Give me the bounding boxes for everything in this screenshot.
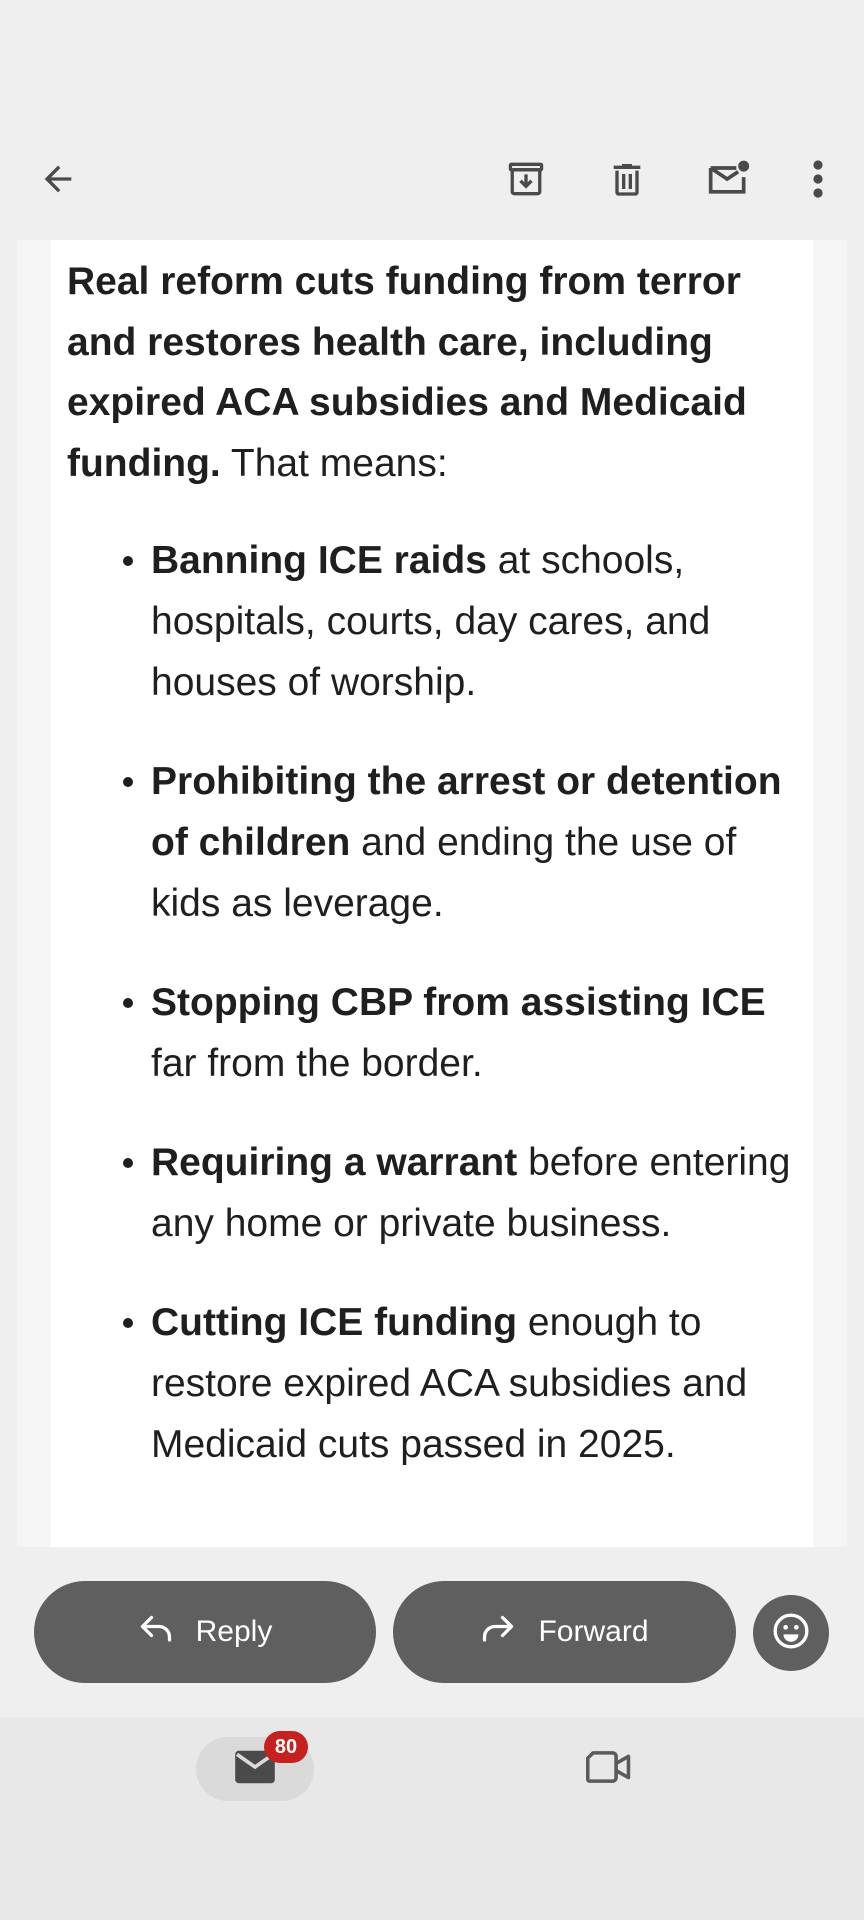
more-vert-icon: [812, 159, 824, 199]
intro-paragraph: [67, 252, 787, 494]
forward-icon: [480, 1612, 538, 1652]
reply-icon: [138, 1612, 196, 1652]
delete-button[interactable]: [591, 143, 663, 215]
bullet-text: at schools, hospitals, courts, day cares, and houses of worship.: [151, 539, 711, 704]
action-bar: [0, 1547, 864, 1717]
emoji-react-icon: [771, 1611, 811, 1656]
bullet-icon: [123, 1158, 133, 1168]
forward-label: Forward: [538, 1615, 649, 1648]
intro-bold-text: Real reform cuts funding from terror and restores health care, including expired ACA subsidies and Medicaid funding.: [67, 260, 747, 485]
bullet-icon: [123, 1318, 133, 1328]
bullet-bold-text: Stopping CBP from assisting ICE: [151, 981, 766, 1024]
archive-icon: [504, 157, 548, 201]
nav-meet-tab[interactable]: [572, 1737, 646, 1801]
bullet-text: far from the border.: [151, 1042, 483, 1085]
reply-button[interactable]: [34, 1581, 376, 1683]
bullet-icon: [123, 556, 133, 566]
bullet-bold-text: Prohibiting the arrest or detention of children: [151, 760, 782, 864]
bullet-bold-text: Cutting ICE funding: [151, 1301, 518, 1344]
unread-count-badge: 80: [264, 1731, 308, 1763]
emoji-react-button[interactable]: [753, 1595, 829, 1671]
bottom-navigation: [0, 1717, 864, 1920]
list-item: [67, 1292, 797, 1475]
video-camera-icon: [586, 1750, 632, 1789]
list-item: [67, 751, 797, 934]
bullet-text: before entering any home or private business.: [151, 1141, 791, 1245]
bullet-bold-text: Requiring a warrant: [151, 1141, 518, 1184]
list-item: [67, 1132, 797, 1254]
mark-unread-button[interactable]: [693, 143, 765, 215]
bullet-icon: [123, 777, 133, 787]
reply-label: Reply: [195, 1615, 273, 1648]
list-item: [67, 972, 797, 1094]
bullet-text: and ending the use of kids as leverage.: [151, 821, 737, 925]
intro-text: That means:: [220, 441, 448, 485]
email-body: [51, 240, 813, 1547]
forward-button[interactable]: [393, 1581, 736, 1683]
more-options-button[interactable]: [782, 143, 854, 215]
bullet-icon: [123, 998, 133, 1008]
mark-unread-icon: [705, 157, 753, 201]
archive-button[interactable]: [490, 143, 562, 215]
bullet-text: enough to restore expired ACA subsidies and Medicaid cuts passed in 2025.: [151, 1301, 748, 1466]
back-button[interactable]: [22, 143, 94, 215]
top-app-bar: [0, 118, 864, 240]
status-bar: [0, 0, 864, 118]
email-body-container: [17, 240, 847, 1547]
arrow-back-icon: [38, 159, 78, 199]
bullet-list: [67, 530, 797, 1513]
bullet-bold-text: Banning ICE raids: [151, 539, 487, 582]
list-item: [67, 530, 797, 713]
trash-icon: [607, 159, 647, 199]
